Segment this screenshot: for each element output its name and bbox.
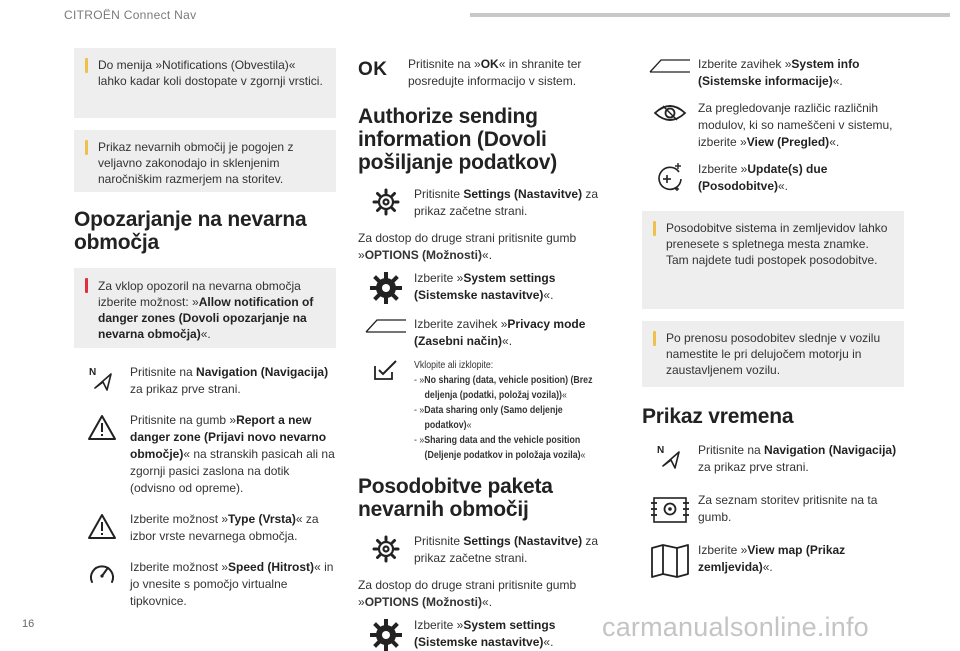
- eye-icon: [642, 100, 698, 124]
- warn-bold: Allow notification of danger zones (Dovoli opozarjanje na nevarna območja): [98, 295, 314, 341]
- step-text: Izberite možnost »: [130, 560, 229, 574]
- para-bold: OPTIONS (Možnosti): [364, 248, 483, 262]
- step-text: Izberite »: [698, 543, 748, 557]
- step-bold: System settings (Sistemske nastavitve): [414, 618, 556, 649]
- list-end: «: [561, 390, 567, 401]
- gear-icon: [358, 533, 414, 563]
- note-text: Po prenosu posodobitev slednje v vozilu namestite le pri delujočem motorju in zaustavljenem vozilu.: [666, 331, 881, 377]
- section-heading: Opozarjanje na nevarna območja: [74, 208, 307, 254]
- para-text: «.: [482, 595, 493, 609]
- list-item: [414, 373, 597, 403]
- step-text: za prikaz začetne strani.: [414, 187, 599, 218]
- note-text: Do menija »Notifications (Obvestila)« lahko kadar koli dostopate v zgornji vrstici.: [98, 58, 323, 88]
- list-bullet: - »: [414, 375, 425, 386]
- step-text: Pritisnite na: [698, 443, 765, 457]
- svg-text:N: N: [657, 445, 665, 456]
- info-note: [642, 321, 904, 387]
- para-text: «.: [482, 248, 493, 262]
- step-text: Pritisnite: [414, 534, 464, 548]
- para-text: Za dostop do druge strani pritisnite gumb »: [358, 578, 577, 609]
- step-text: Izberite možnost »: [130, 512, 229, 526]
- step-bold: Privacy mode (Zasebni način): [414, 317, 586, 348]
- para-bold: OPTIONS (Možnosti): [364, 595, 483, 609]
- step-bold: View map (Prikaz zemljevida): [698, 543, 846, 574]
- info-marker: [85, 140, 88, 155]
- update-plus-icon: [642, 161, 698, 193]
- step-bold: Navigation (Navigacija): [196, 365, 329, 379]
- column-right: [642, 56, 904, 578]
- step-bold: OK: [480, 57, 499, 71]
- tab-icon: [642, 56, 698, 74]
- list-item: [414, 403, 597, 433]
- step-text: Izberite zavihek »: [698, 57, 792, 71]
- warning-triangle-icon: [74, 412, 130, 442]
- step-row: [74, 412, 336, 497]
- step-text: Izberite »: [414, 271, 464, 285]
- step-text: «.: [543, 635, 554, 649]
- step-row: [358, 270, 622, 304]
- section-heading: Prikaz vremena: [642, 405, 794, 428]
- note-text: Prikaz nevarnih območij je pogojen z veljavno zakonodajo in sklenjenim naročniškim razmerjem na storitev.: [98, 140, 294, 186]
- watermark: carmanualsonline.info: [602, 612, 869, 642]
- step-text: za prikaz začetne strani.: [414, 534, 599, 565]
- warn-text: Za vklop opozoril na nevarna območja izberite možnost: »: [98, 279, 301, 309]
- step-row: [358, 533, 622, 567]
- step-row: [358, 186, 622, 220]
- option-list: [414, 358, 597, 463]
- apps-gear-icon: [642, 492, 698, 524]
- step-row: [642, 442, 904, 476]
- list-bold: Data sharing only (Samo deljenje podatkov): [424, 405, 563, 431]
- list-item: [414, 433, 597, 463]
- ok-text-icon: [358, 56, 408, 81]
- step-bold: System info (Sistemske informacije): [698, 57, 860, 88]
- step-text: «.: [832, 74, 843, 88]
- header-title: CITROËN Connect Nav: [64, 8, 197, 22]
- para-text: Za dostop do druge strani pritisnite gumb »: [358, 231, 577, 262]
- step-text: Izberite zavihek »: [414, 317, 508, 331]
- info-note: [642, 211, 904, 309]
- info-marker: [653, 221, 656, 236]
- info-note: [74, 48, 336, 118]
- warning-triangle-icon: [74, 511, 130, 541]
- navigation-icon: [642, 442, 698, 470]
- step-row: [74, 511, 336, 545]
- step-text: Izberite »: [698, 162, 748, 176]
- step-bold: System settings (Sistemske nastavitve): [414, 271, 556, 302]
- step-bold: Report a new danger zone (Prijavi novo nevarno območje): [130, 413, 327, 461]
- step-text: «.: [543, 288, 554, 302]
- page-number: 16: [22, 618, 35, 630]
- step-row: [74, 559, 336, 610]
- step-bold: Navigation (Navigacija): [764, 443, 897, 457]
- step-text: «.: [502, 334, 513, 348]
- info-marker: [85, 58, 88, 73]
- section-heading: Posodobitve paketa nevarnih območij: [358, 475, 553, 521]
- step-bold: Update(s) due (Posodobitve): [698, 162, 828, 193]
- step-text: « za izbor vrste nevarnega območja.: [130, 512, 319, 543]
- step-row: [358, 617, 622, 651]
- step-bold: View (Pregled): [746, 135, 830, 149]
- info-note: [74, 130, 336, 192]
- navigation-icon: [74, 364, 130, 392]
- step-bold: Type (Vrsta): [228, 512, 296, 526]
- note-text: Posodobitve sistema in zemljevidov lahko prenesete s spletnega mesta znamke. Tam najdete tudi postopek posodobitve.: [666, 221, 888, 267]
- step-text: Izberite »: [414, 618, 464, 632]
- step-text: Za seznam storitev pritisnite na ta gumb.: [698, 493, 878, 524]
- step-row: [642, 161, 904, 195]
- list-bullet: - »: [414, 435, 425, 446]
- list-intro: Vklopite ali izklopite:: [414, 360, 494, 371]
- step-row: [358, 316, 622, 350]
- ok-label: OK: [358, 59, 388, 80]
- step-text: « in shranite ter posredujte informacijo v sistem.: [408, 57, 582, 88]
- list-bullet: - »: [414, 405, 425, 416]
- step-row: [358, 56, 622, 90]
- step-row: [642, 542, 904, 578]
- step-text: za prikaz prve strani.: [698, 460, 809, 474]
- step-bold: Settings (Nastavitve): [463, 534, 583, 548]
- gear-cog-icon: [358, 617, 414, 651]
- step-bold: Speed (Hitrost): [228, 560, 315, 574]
- list-end: «: [580, 450, 586, 461]
- checkbox-icon: [358, 358, 414, 380]
- step-row: [642, 100, 904, 151]
- step-text: Pritisnite na gumb »: [130, 413, 237, 427]
- gear-icon: [358, 186, 414, 216]
- step-bold: Settings (Nastavitve): [463, 187, 583, 201]
- column-left: [74, 48, 336, 610]
- speedometer-icon: [74, 559, 130, 587]
- svg-text:N: N: [89, 367, 97, 378]
- step-row: [358, 358, 622, 463]
- warning-note: [74, 268, 336, 348]
- list-bold: No sharing (data, vehicle position) (Brez deljenja (podatki, položaj vozila)): [424, 375, 593, 401]
- step-text: «.: [778, 179, 789, 193]
- section-heading: Authorize sending information (Dovoli pošiljanje podatkov): [358, 105, 558, 174]
- step-text: Pritisnite na: [130, 365, 197, 379]
- step-row: [74, 364, 336, 398]
- step-text: « na stranskih pasicah ali na zgornji pasici zaslona na dotik (odvisno od opreme).: [130, 447, 335, 495]
- list-bold: Sharing data and the vehicle position (Deljenje podatkov in položaja vozila): [424, 435, 581, 461]
- list-end: «: [466, 420, 472, 431]
- header-rule: [470, 13, 950, 17]
- step-text: Za pregledovanje različic različnih modulov, ki so nameščeni v sistemu, izberite »: [698, 101, 893, 149]
- step-text: Pritisnite na »: [408, 57, 481, 71]
- tab-icon: [358, 316, 414, 334]
- step-text: «.: [829, 135, 840, 149]
- step-text: «.: [762, 560, 773, 574]
- step-text: Pritisnite: [414, 187, 464, 201]
- gear-cog-icon: [358, 270, 414, 304]
- column-middle: [358, 56, 622, 651]
- map-icon: [642, 542, 698, 578]
- warn-text-end: «.: [200, 327, 211, 341]
- info-marker: [653, 331, 656, 346]
- step-text: za prikaz prve strani.: [130, 382, 241, 396]
- step-row: [642, 492, 904, 526]
- warning-marker: [85, 278, 88, 293]
- step-text: « in jo vnesite s pomočjo virtualne tipkovnice.: [130, 560, 334, 608]
- step-row: [642, 56, 904, 90]
